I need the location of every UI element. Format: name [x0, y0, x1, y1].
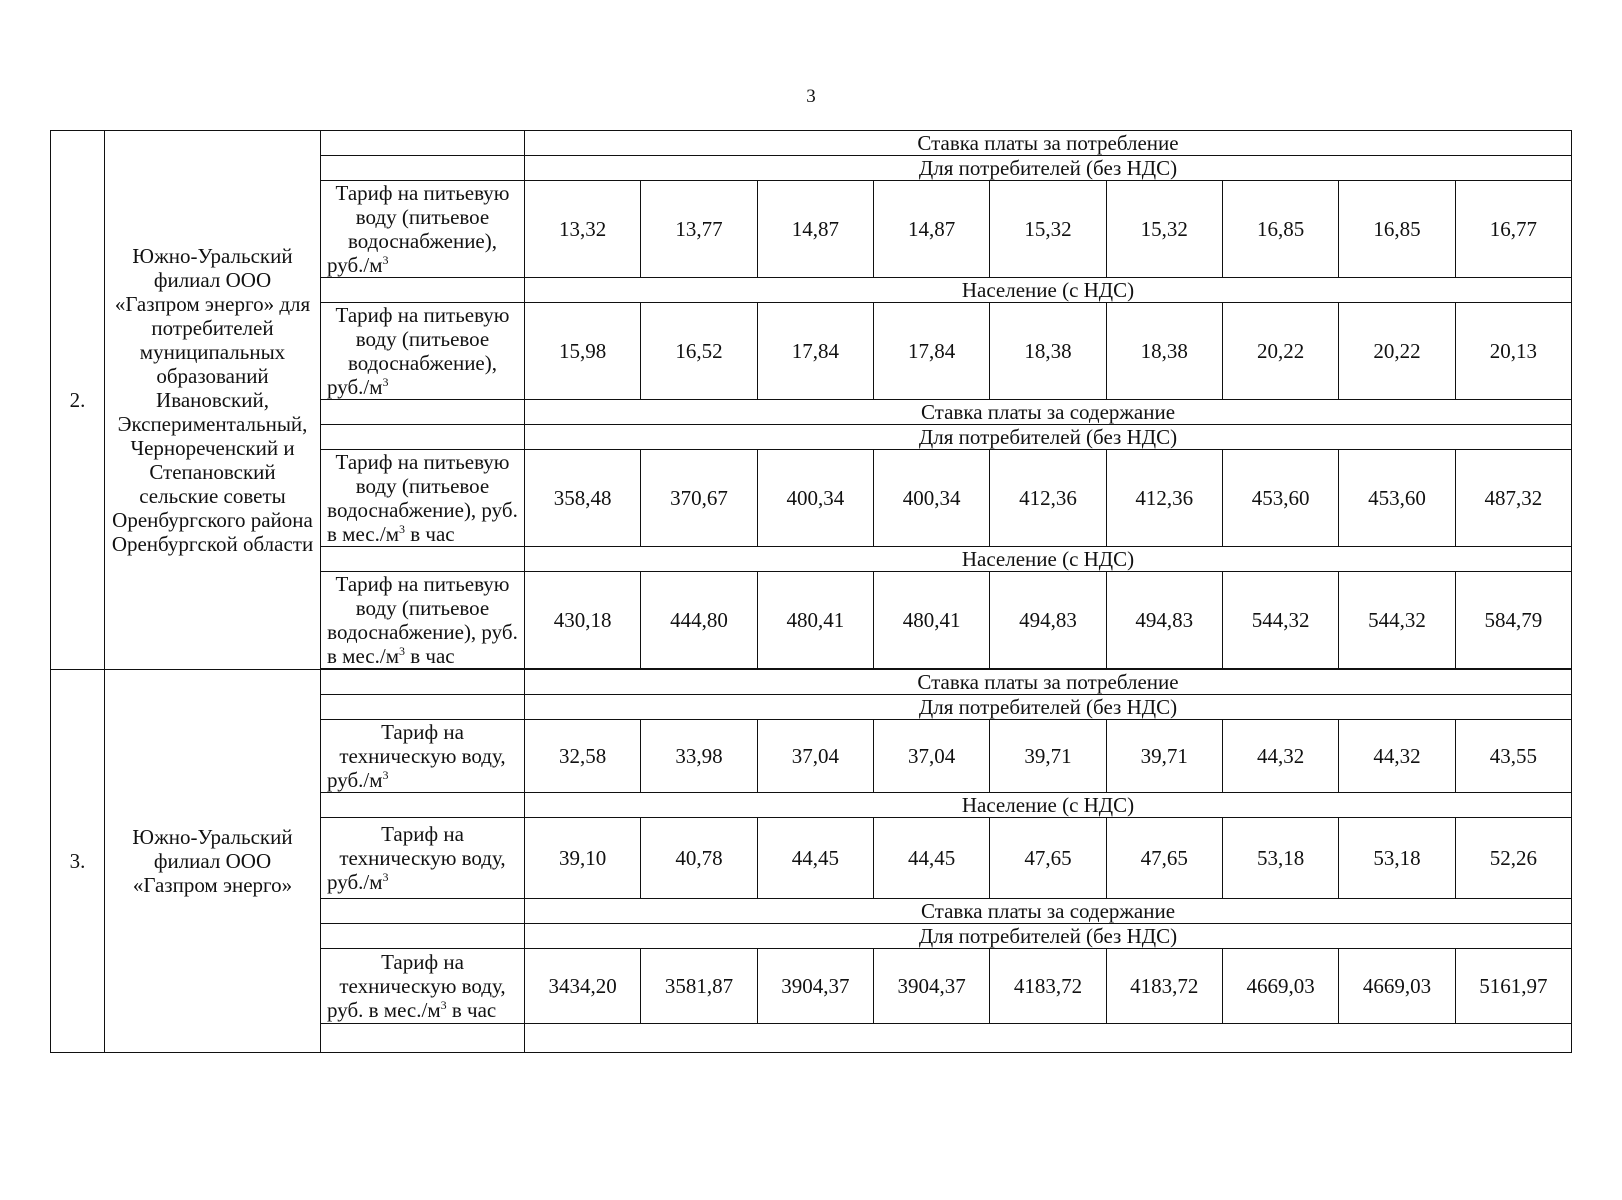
tariff-value: 47,65	[990, 818, 1106, 899]
section-header-consumption: Ставка платы за потребление	[525, 131, 1572, 156]
tariff-value: 44,32	[1339, 720, 1455, 793]
tariff-value: 17,84	[757, 303, 873, 400]
subsection-header-no-vat: Для потребителей (без НДС)	[525, 695, 1572, 720]
tariff-value: 18,38	[1106, 303, 1222, 400]
tariff-value: 584,79	[1455, 572, 1571, 669]
tariff-value: 400,34	[873, 450, 989, 547]
tariff-value: 400,34	[757, 450, 873, 547]
row-number: 2.	[51, 131, 105, 670]
tariff-value: 15,98	[525, 303, 641, 400]
empty-cell	[321, 425, 525, 450]
section-header-maintenance: Ставка платы за содержание	[525, 400, 1572, 425]
empty-cell	[321, 899, 525, 924]
row-number: 3.	[51, 670, 105, 1053]
organization-name: Южно-Уральский филиал ООО «Газпром энерго» для потребителей муниципальных образований Ивановский, Экспериментальный, Чернореченский и Степановский сельские советы Оренбургского района Оренбургской области	[105, 131, 321, 670]
section-header-consumption: Ставка платы за потребление	[525, 670, 1572, 695]
tariff-value: 412,36	[990, 450, 1106, 547]
tariff-value: 453,60	[1222, 450, 1338, 547]
empty-cell	[525, 1024, 1572, 1053]
tariff-value: 18,38	[990, 303, 1106, 400]
tariff-value: 39,10	[525, 818, 641, 899]
tariff-value: 37,04	[757, 720, 873, 793]
section-header-maintenance: Ставка платы за содержание	[525, 899, 1572, 924]
empty-cell	[321, 156, 525, 181]
tariff-value: 370,67	[641, 450, 757, 547]
tariff-value: 14,87	[757, 181, 873, 278]
empty-cell	[321, 695, 525, 720]
tariff-table	[50, 130, 1572, 1053]
tariff-value: 358,48	[525, 450, 641, 547]
tariff-label: Тариф на питьевую воду (питьевое водоснабжение), $руб./м^3$	[321, 303, 525, 400]
tariff-value: 32,58	[525, 720, 641, 793]
tariff-value: 20,22	[1222, 303, 1338, 400]
tariff-value: 412,36	[1106, 450, 1222, 547]
subsection-header-no-vat: Для потребителей (без НДС)	[525, 425, 1572, 450]
tariff-label: Тариф на техническую воду, $руб./м^3$	[321, 720, 525, 793]
tariff-value: 14,87	[873, 181, 989, 278]
subsection-header-population: Население (с НДС)	[525, 793, 1572, 818]
tariff-value: 480,41	[757, 572, 873, 669]
subsection-header-no-vat: Для потребителей (без НДС)	[525, 156, 1572, 181]
tariff-value: 20,13	[1455, 303, 1571, 400]
tariff-value: 4669,03	[1222, 949, 1338, 1024]
tariff-value: 16,85	[1222, 181, 1338, 278]
tariff-value: 494,83	[1106, 572, 1222, 669]
tariff-value: 5161,97	[1455, 949, 1571, 1024]
tariff-value: 15,32	[990, 181, 1106, 278]
tariff-value: 444,80	[641, 572, 757, 669]
tariff-value: 53,18	[1339, 818, 1455, 899]
section-row	[51, 670, 1572, 695]
tariff-value: 544,32	[1222, 572, 1338, 669]
tariff-value: 4669,03	[1339, 949, 1455, 1024]
tariff-label: Тариф на питьевую воду (питьевое водоснабжение), руб. в $мес./м^3$ в час	[321, 572, 525, 669]
tariff-value: 20,22	[1339, 303, 1455, 400]
empty-cell	[321, 793, 525, 818]
empty-cell	[321, 278, 525, 303]
tariff-value: 487,32	[1455, 450, 1571, 547]
tariff-value: 39,71	[1106, 720, 1222, 793]
page-number: 3	[806, 86, 816, 107]
subsection-header-population: Население (с НДС)	[525, 278, 1572, 303]
tariff-value: 3904,37	[757, 949, 873, 1024]
tariff-value: 44,32	[1222, 720, 1338, 793]
tariff-label: Тариф на питьевую воду (питьевое водоснабжение), $руб./м^3$	[321, 181, 525, 278]
tariff-value: 544,32	[1339, 572, 1455, 669]
tariff-value: 53,18	[1222, 818, 1338, 899]
subsection-header-population: Население (с НДС)	[525, 547, 1572, 572]
tariff-label: Тариф на питьевую воду (питьевое водоснабжение), руб. в $мес./м^3$ в час	[321, 450, 525, 547]
tariff-value: 17,84	[873, 303, 989, 400]
tariff-value: 480,41	[873, 572, 989, 669]
organization-name: Южно-Уральский филиал ООО «Газпром энерго»	[105, 670, 321, 1053]
tariff-value: 3581,87	[641, 949, 757, 1024]
tariff-value: 494,83	[990, 572, 1106, 669]
tariff-value: 430,18	[525, 572, 641, 669]
empty-cell	[321, 131, 525, 156]
subsection-header-no-vat: Для потребителей (без НДС)	[525, 924, 1572, 949]
empty-cell	[321, 670, 525, 695]
tariff-value: 33,98	[641, 720, 757, 793]
tariff-value: 453,60	[1339, 450, 1455, 547]
tariff-value: 16,85	[1339, 181, 1455, 278]
tariff-value: 13,32	[525, 181, 641, 278]
tariff-value: 39,71	[990, 720, 1106, 793]
tariff-value: 43,55	[1455, 720, 1571, 793]
tariff-value: 3904,37	[873, 949, 989, 1024]
tariff-value: 52,26	[1455, 818, 1571, 899]
empty-cell	[321, 400, 525, 425]
tariff-label: Тариф на техническую воду, руб. в $мес./м^3$ в час	[321, 949, 525, 1024]
tariff-value: 3434,20	[525, 949, 641, 1024]
section-row	[51, 131, 1572, 156]
tariff-value: 4183,72	[1106, 949, 1222, 1024]
tariff-value: 37,04	[873, 720, 989, 793]
tariff-value: 4183,72	[990, 949, 1106, 1024]
empty-cell	[321, 547, 525, 572]
tariff-value: 15,32	[1106, 181, 1222, 278]
tariff-value: 40,78	[641, 818, 757, 899]
tariff-value: 16,52	[641, 303, 757, 400]
empty-cell	[321, 924, 525, 949]
empty-cell	[321, 1024, 525, 1053]
tariff-value: 47,65	[1106, 818, 1222, 899]
tariff-label: Тариф на техническую воду, $руб./м^3$	[321, 818, 525, 899]
tariff-value: 16,77	[1455, 181, 1571, 278]
tariff-value: 44,45	[757, 818, 873, 899]
tariff-value: 13,77	[641, 181, 757, 278]
tariff-value: 44,45	[873, 818, 989, 899]
